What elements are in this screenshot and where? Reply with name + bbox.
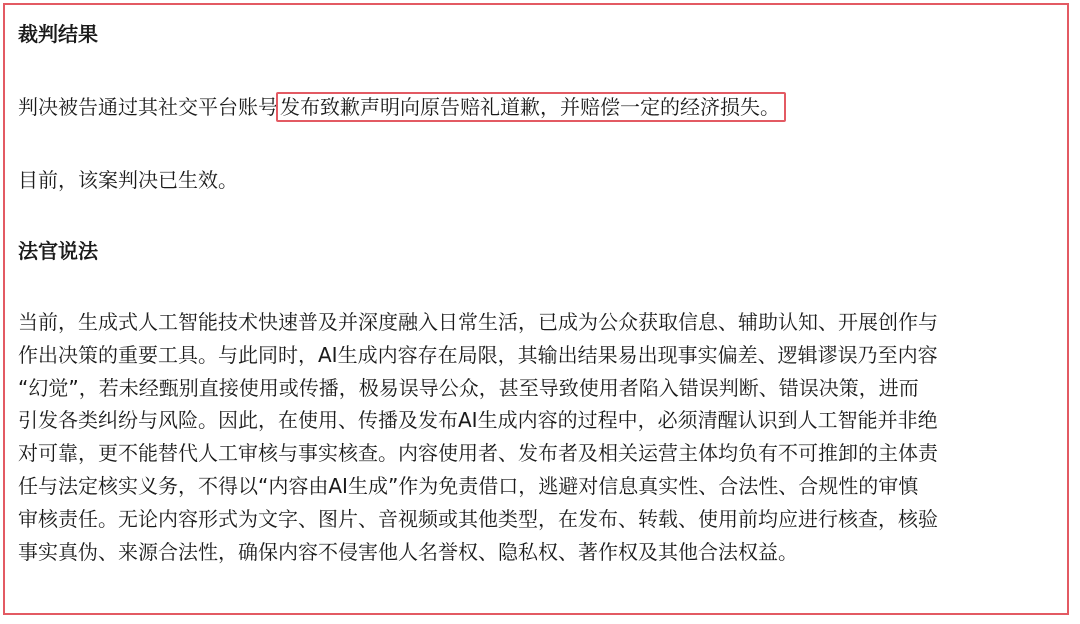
judge-comment-heading: 法官说法 <box>18 239 98 263</box>
judge-comment-body <box>18 306 1048 568</box>
judge-comment-line: 对可靠，更不能替代人工审核与事实核查。内容使用者、发布者及相关运营主体均负有不可推卸的主体责 <box>18 441 938 466</box>
judge-comment-line: 审核责任。无论内容形式为文字、图片、音视频或其他类型，在发布、转载、使用前均应进行核查，核验 <box>18 506 938 531</box>
judge-comment-line: 事实真伪、来源合法性，确保内容不侵害他人名誉权、隐私权、著作权及其他合法权益。 <box>18 539 798 564</box>
verdict-text-prefix: 判决被告通过其社交平台账号 <box>18 95 278 119</box>
verdict-text <box>18 92 786 122</box>
judge-comment-line: 引发各类纠纷与风险。因此，在使用、传播及发布AI生成内容的过程中，必须清醒认识到人工智能并非绝 <box>18 408 938 433</box>
judge-comment-line: 任与法定核实义务，不得以“内容由AI生成”作为免责借口，逃避对信息真实性、合法性、合规性的审慎 <box>18 473 919 498</box>
verdict-status-text: 目前，该案判决已生效。 <box>18 168 238 192</box>
verdict-highlight: 发布致歉声明向原告赔礼道歉，并赔偿一定的经济损失。 <box>276 92 786 122</box>
judge-comment-line: “幻觉”，若未经甄别直接使用或传播，极易误导公众，甚至导致使用者陷入错误判断、错误决策，进而 <box>18 375 919 400</box>
verdict-heading: 裁判结果 <box>18 22 98 46</box>
judge-comment-line: 作出决策的重要工具。与此同时，AI生成内容存在局限，其输出结果易出现事实偏差、逻辑谬误乃至内容 <box>18 342 938 367</box>
judge-comment-line: 当前，生成式人工智能技术快速普及并深度融入日常生活，已成为公众获取信息、辅助认知、开展创作与 <box>18 310 938 334</box>
